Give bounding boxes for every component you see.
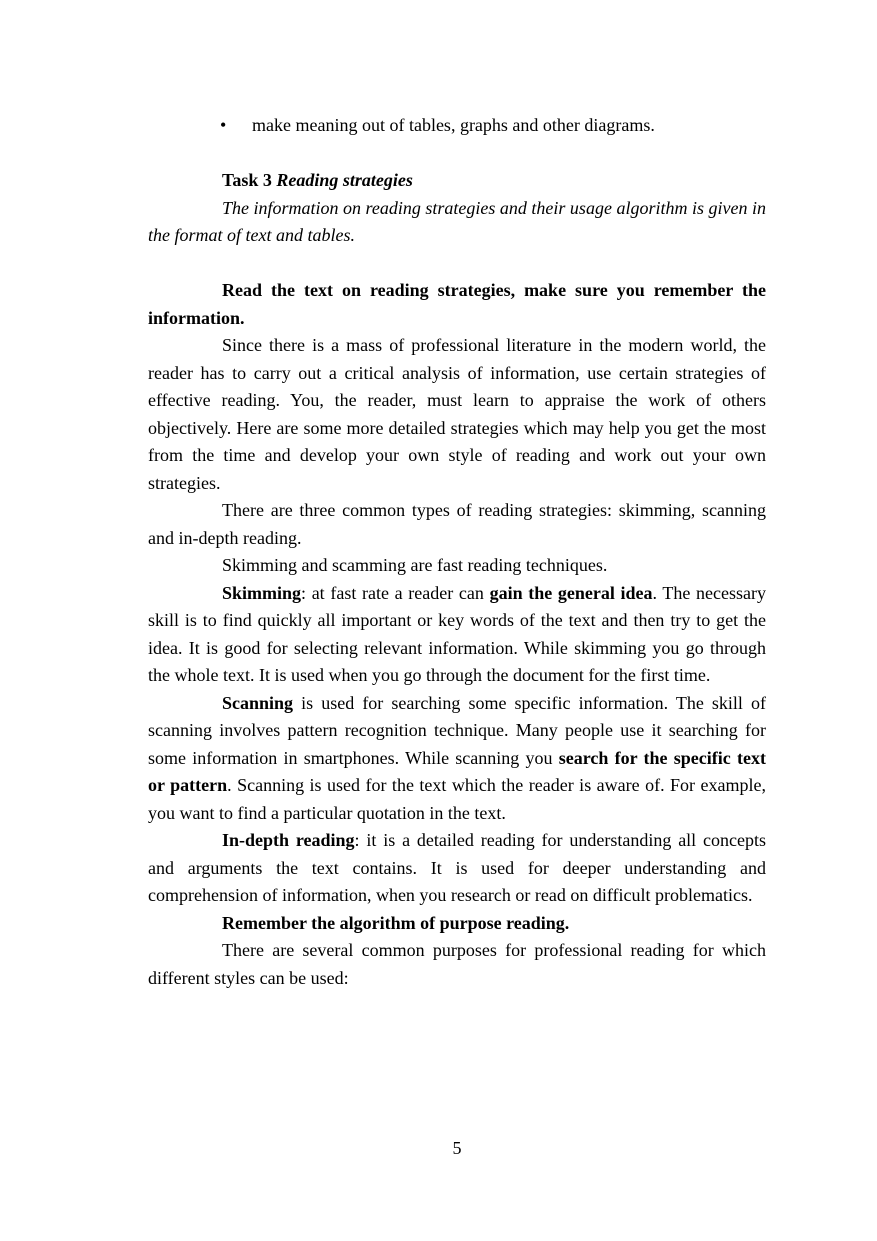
text-run: Scanning [222,692,294,713]
body-paragraph [148,497,766,552]
text-run: . The necessary skill is to find quickly all important or key words of the text and then try to get the idea. It is good for selecting relevant information. While skimming you go through the whole text. It is used when you go through the document for the first time. [148,582,766,685]
text-run: Skimming [222,582,302,603]
text-run: make meaning out of tables, graphs and other diagrams. [252,115,655,135]
task-heading [148,167,766,195]
text-run: Skimming and scamming are fast reading techniques. [222,555,608,575]
text-run: search for the specific text or pattern [148,747,766,795]
text-run: : it is a detailed reading for understanding all concepts and arguments the text contains. It is used for deeper understanding and comprehension of information, when you research or read on difficult problematics. [148,830,767,905]
text-run: Read the text on reading strategies, make sure you remember the information. [148,280,766,328]
bullet-item [148,112,766,140]
text-run: In-depth reading [222,830,355,850]
text-run: There are three common types of reading strategies: skimming, scanning and in-depth reading. [148,500,766,548]
body-paragraph [148,690,766,828]
bullet-icon: • [220,115,227,135]
body-paragraph [148,910,766,938]
text-run: Reading strategies [276,170,413,190]
task-intro-paragraph [148,195,766,250]
text-run: : at fast rate a reader can [301,582,490,603]
text-run: gain the general idea [489,582,653,603]
text-run: There are several common purposes for professional reading for which different styles can be used: [148,940,766,988]
body-paragraph [148,332,766,497]
instruction-paragraph [148,277,766,332]
text-run: The information on reading strategies and their usage algorithm is given in the format of text and tables. [148,197,766,245]
text-run: Remember the algorithm of purpose reading. [222,912,570,933]
body-paragraph [148,552,766,580]
body-paragraph [148,937,766,992]
text-run: is used for searching some specific information. The skill of scanning involves pattern recognition technique. Many people use it searching for some information in smartphones. While scanning you [148,692,766,768]
page-number: 5 [452,1138,462,1158]
text-run: . Scanning is used for the text which the reader is aware of. For example, you want to find a particular quotation in the text. [148,775,766,823]
text-run: Since there is a mass of professional literature in the modern world, the reader has to carry out a critical analysis of information, use certain strategies of effective reading. You, the reader, must learn to appraise the work of others objectively. Here are some more detailed strategies which may help you get the most from the time and develop your own style of reading and work out your own strategies. [148,335,766,493]
document-body [148,112,766,992]
body-paragraph [148,580,766,690]
text-run: Task 3 [222,170,277,190]
body-paragraph [148,827,766,910]
